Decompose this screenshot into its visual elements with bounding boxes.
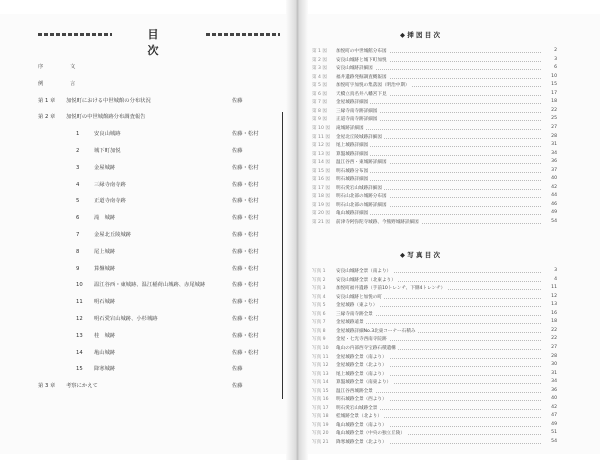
toc-line [76, 264, 115, 272]
leader-dots [336, 323, 541, 324]
index-label: 写真 13 [312, 371, 329, 377]
index-row [312, 345, 557, 352]
index-page: 22 [551, 327, 557, 333]
index-row [312, 219, 557, 226]
toc-author: 佐藤・松村 [232, 248, 259, 255]
toc-label: 考察にかえて [66, 383, 98, 390]
index-text: 亀山城跡全景（南より） [336, 422, 387, 428]
toc-line [76, 314, 158, 322]
index-label: 第 17 図 [312, 185, 330, 191]
toc-number: 9 [76, 265, 80, 272]
index-page: 47 [551, 413, 557, 419]
index-page: 28 [551, 133, 557, 139]
index-text: 明石城跡詳細図 [336, 177, 369, 183]
index-text: 金屋城跡詳細No.3北東コーナー石積み [336, 328, 416, 334]
index-text: 前津寺阿弥陀寺城跡、今熊野城跡詳細図 [336, 220, 419, 225]
index-page: 4 [554, 276, 557, 282]
index-page: 12 [551, 293, 557, 299]
toc-number: 第 2 章 [38, 114, 56, 121]
toc-title-row [38, 26, 280, 57]
index-label: 第 6 図 [312, 91, 328, 97]
index-label: 写真 16 [312, 397, 329, 403]
index-row [312, 430, 557, 437]
index-page: 40 [551, 396, 557, 402]
index-page: 27 [551, 124, 557, 130]
index-text: 金屋城跡詳細図 [336, 100, 369, 106]
toc-label: 算盤城跡 [94, 265, 116, 272]
toc-line [76, 129, 121, 137]
index-label: 写真 2 [312, 277, 326, 283]
index-row [312, 294, 557, 301]
index-text: 温江谷西城跡全景 [336, 388, 373, 394]
index-label: 写真 12 [312, 363, 329, 369]
toc-number: 序 [38, 64, 44, 70]
index-label: 第 14 図 [312, 160, 330, 166]
index-text: 安良山城跡と城下町加悦 [336, 57, 387, 63]
index-text: 金屋北丘陵城跡詳細図 [336, 134, 382, 140]
index-row [312, 48, 557, 55]
index-row [312, 65, 557, 72]
toc-number: 3 [76, 164, 80, 171]
index-page: 3 [554, 56, 557, 62]
index-text: 安良山城跡全景（南より） [336, 269, 392, 274]
index-text: 金屋・七光寺西南寺院跡 [336, 337, 387, 343]
figure-list-title [400, 30, 440, 39]
toc-author: 佐藤・松村 [232, 299, 259, 306]
toc-number: 4 [76, 181, 80, 188]
index-label: 写真 20 [312, 431, 329, 437]
toc-line [76, 247, 115, 255]
index-page: 10 [551, 73, 557, 79]
index-text: 加悦町字加悦の集落図（明治中期） [336, 83, 410, 89]
index-row [312, 371, 557, 378]
toc-line [76, 297, 115, 305]
index-row [312, 379, 557, 386]
toc-line [76, 280, 205, 288]
index-text: 福井遺跡発掘調査概報図 [336, 74, 387, 80]
toc-number: 第 1 章 [38, 97, 56, 104]
index-page: 49 [551, 210, 557, 216]
title-rule-left [38, 33, 112, 36]
index-row [312, 176, 557, 183]
index-label: 第 20 図 [312, 211, 330, 217]
index-label: 写真 1 [312, 269, 326, 274]
toc-label: 降寒城跡 [94, 366, 116, 373]
index-label: 写真 11 [312, 354, 329, 360]
index-label: 写真 15 [312, 388, 329, 394]
toc-title: 目 次 [147, 28, 206, 57]
toc-label: 言 [70, 80, 76, 87]
index-row [312, 439, 557, 446]
index-page: 44 [551, 193, 557, 199]
index-row [312, 422, 557, 429]
index-label: 写真 21 [312, 440, 329, 445]
index-page: 42 [551, 184, 557, 190]
toc-author: 佐藤 [232, 366, 243, 373]
index-row [312, 354, 557, 361]
index-row [312, 116, 557, 123]
index-row [312, 405, 557, 412]
index-label: 第 15 図 [312, 168, 330, 174]
toc-author: 佐藤・松村 [232, 164, 259, 171]
index-page: 25 [551, 116, 557, 122]
index-row [312, 319, 557, 326]
index-label: 第 4 図 [312, 74, 328, 80]
toc-line [76, 348, 115, 356]
toc-label: 明石城跡 [94, 299, 116, 306]
toc-line [76, 364, 115, 372]
index-row [312, 193, 557, 200]
toc-number: 15 [76, 366, 83, 373]
index-text: 安良山城跡全景（北東より） [336, 277, 396, 283]
toc-author: 佐藤・松村 [232, 198, 259, 205]
index-text: 降寒城跡全景（北より） [336, 440, 387, 445]
index-row [312, 362, 557, 369]
index-page: 28 [551, 353, 557, 359]
index-page: 18 [551, 319, 557, 325]
toc-number: 1 [76, 131, 80, 138]
index-row [312, 91, 557, 98]
toc-label: 温江谷西・東城跡、温江稲荷山城跡、赤尾城跡 [94, 282, 206, 289]
index-text: 尾上城跡詳細図 [336, 143, 369, 149]
index-row [312, 74, 557, 81]
toc-number: 第 3 章 [38, 383, 56, 390]
index-row [312, 210, 557, 217]
index-row [312, 159, 557, 166]
index-row [312, 99, 557, 106]
index-text: 亀山の内部西寺宝跡石積遺構 [336, 345, 396, 351]
toc-label: 金屋北丘陵城跡 [94, 232, 132, 238]
toc-label: 城下町加悦 [94, 148, 121, 154]
index-text: 滝城跡詳細図 [336, 125, 364, 131]
bullet-icon: ◆ [400, 31, 405, 39]
index-page: 15 [551, 82, 557, 88]
title-rule-right [206, 33, 280, 36]
toc-label: 尾上城跡 [94, 248, 116, 255]
toc-author: 佐藤・松村 [232, 316, 259, 322]
index-label: 写真 3 [312, 286, 326, 292]
toc-number: 7 [76, 232, 80, 238]
index-label: 第 5 図 [312, 83, 328, 89]
index-label: 写真 7 [312, 320, 326, 326]
index-row [312, 336, 557, 343]
index-page: 40 [551, 176, 557, 182]
index-label: 写真 19 [312, 422, 329, 428]
index-text: 金屋城跡全景（南より） [336, 354, 387, 360]
index-row [312, 388, 557, 395]
toc-author: 佐藤・松村 [232, 332, 259, 339]
index-text: 金屋城跡（東より） [336, 303, 378, 309]
index-label: 第 7 図 [312, 100, 328, 106]
index-label: 第 8 図 [312, 108, 328, 114]
index-page: 2 [554, 48, 557, 53]
toc-author: 佐藤・松村 [232, 232, 259, 238]
index-text: 尾上城跡全景（南より） [336, 371, 387, 377]
index-page: 36 [551, 159, 557, 165]
toc-line [38, 79, 75, 87]
toc-author: 佐藤・松村 [232, 215, 259, 222]
toc-line [76, 213, 115, 221]
index-row [312, 202, 557, 209]
toc-number: 5 [76, 198, 80, 205]
toc-label: 加悦町の中世城館跡分布調査報告 [66, 114, 146, 121]
index-label: 第 11 図 [312, 134, 330, 140]
book-gutter [286, 0, 308, 460]
index-text: 金屋城跡遠景 [336, 320, 364, 326]
index-page: 11 [551, 285, 557, 291]
index-label: 第 1 図 [312, 49, 328, 54]
index-row [312, 185, 557, 192]
index-page: 6 [554, 65, 557, 71]
index-page: 18 [551, 99, 557, 105]
index-row [312, 413, 557, 420]
toc-number: 10 [76, 282, 83, 289]
index-label: 第 10 図 [312, 125, 330, 131]
toc-line [38, 96, 151, 104]
toc-author: 佐藤・松村 [232, 349, 259, 356]
bullet-icon: ◆ [400, 251, 405, 259]
toc-number: 12 [76, 316, 83, 322]
index-row [312, 277, 557, 284]
index-row [312, 302, 557, 309]
index-text: 三縁寺南寺跡全景 [336, 311, 373, 317]
index-label: 写真 5 [312, 303, 326, 309]
toc-label: 明石愛宕山城跡、小杉城跡 [94, 316, 158, 322]
index-text: 加悦町福井遺跡（手前10トレンチ、下側4トレンチ） [336, 286, 446, 292]
index-page: 27 [551, 344, 557, 350]
index-text: 正道寺南寺跡詳細図 [336, 117, 378, 123]
toc-line [76, 230, 131, 238]
toc-label: 三縁寺南寺跡 [94, 181, 126, 188]
index-label: 第 19 図 [312, 202, 330, 208]
index-page: 31 [551, 370, 557, 376]
toc-line [76, 196, 126, 204]
toc-number: 2 [76, 148, 80, 154]
index-label: 写真 4 [312, 294, 326, 300]
toc-author: 佐藤・松村 [232, 282, 259, 289]
index-page: 13 [551, 302, 557, 308]
toc-number: 14 [76, 349, 83, 356]
index-page: 42 [551, 404, 557, 410]
toc-line [38, 62, 75, 70]
index-page: 3 [554, 268, 557, 273]
toc-author: 佐藤 [232, 97, 243, 104]
toc-number: 例 [38, 80, 44, 87]
figure-list-title-text: 挿 図 目 次 [407, 31, 441, 39]
index-page: 54 [551, 219, 557, 224]
index-text: 算盤城跡全景（南東より） [336, 380, 392, 386]
index-page: 17 [551, 90, 557, 96]
toc-number: 11 [76, 299, 83, 306]
index-page: 30 [551, 362, 557, 368]
index-label: 写真 18 [312, 414, 329, 420]
toc-line [38, 381, 98, 389]
index-label: 写真 8 [312, 328, 326, 334]
index-page: 34 [551, 379, 557, 385]
toc-label: 安良山城跡 [94, 131, 121, 138]
index-page: 54 [551, 439, 557, 444]
index-text: 亀山城跡全景（中央の独立丘陵） [336, 431, 405, 437]
index-text: 明石愛宕山城跡全景 [336, 405, 378, 411]
toc-label: 文 [70, 64, 76, 70]
toc-label: 亀山城跡 [94, 349, 116, 356]
index-label: 第 2 図 [312, 57, 328, 63]
index-text: 明石城跡全景（西より） [336, 397, 387, 403]
index-row [312, 311, 557, 318]
index-label: 第 12 図 [312, 143, 330, 149]
index-row [312, 396, 557, 403]
toc-number: 13 [76, 332, 83, 339]
index-text: 温江谷西・東城跡詳細図 [336, 160, 387, 166]
photo-list-title [400, 250, 440, 259]
index-text: 亀山城跡詳細図 [336, 211, 369, 217]
index-text: 三縁寺南寺跡詳細図 [336, 108, 378, 114]
toc-author: 佐藤・松村 [232, 265, 259, 272]
index-page: 22 [551, 336, 557, 342]
index-text: 加悦町の中世城館分布図 [336, 49, 387, 54]
index-text: 安良山城跡詳細図 [336, 66, 373, 72]
toc-number: 6 [76, 215, 80, 222]
toc-label: 加悦町における中世城館の分布状況 [66, 97, 151, 104]
index-page: 22 [551, 107, 557, 113]
index-text: 明石山北部の城跡詳細図 [336, 202, 387, 208]
index-label: 第 18 図 [312, 194, 330, 200]
index-row [312, 142, 557, 149]
leader-dots [336, 129, 541, 130]
index-text: 明石愛宕山城跡詳細図 [336, 185, 382, 191]
index-text: 明石山北部の城跡分布図 [336, 194, 387, 200]
index-row [312, 108, 557, 115]
toc-author: 佐藤・松村 [232, 131, 259, 138]
index-row [312, 168, 557, 175]
toc-label: 滝 城跡 [94, 215, 116, 222]
toc-line [76, 163, 115, 171]
index-row [312, 82, 557, 89]
index-page: 16 [551, 310, 557, 316]
index-page: 36 [551, 387, 557, 393]
index-row [312, 134, 557, 141]
index-text: 天橋立真名井八幡宮下見 [336, 91, 387, 97]
toc-author: 佐藤 [232, 148, 243, 154]
toc-line [76, 180, 126, 188]
index-label: 写真 10 [312, 345, 329, 351]
index-text: 算盤城跡詳細図 [336, 151, 369, 157]
toc-label: 桂 城跡 [94, 332, 116, 339]
index-text: 桂城跡全景（北より） [336, 414, 382, 420]
toc-author: 佐藤 [232, 383, 243, 390]
index-row [312, 328, 557, 335]
index-page: 51 [551, 430, 557, 436]
index-page: 49 [551, 421, 557, 427]
photo-list-title-text: 写 真 目 次 [407, 251, 441, 259]
toc-label: 正道寺南寺跡 [94, 198, 126, 205]
toc-right-rule [282, 112, 283, 399]
index-label: 写真 9 [312, 337, 326, 343]
toc-author: 佐藤・松村 [232, 181, 259, 188]
index-label: 写真 14 [312, 380, 329, 386]
index-label: 第 3 図 [312, 66, 328, 72]
toc-label: 金屋城跡 [94, 164, 116, 171]
index-text: 安良山城跡と加悦の町 [336, 294, 382, 300]
toc-number: 8 [76, 248, 80, 255]
index-row [312, 285, 557, 292]
index-label: 写真 6 [312, 311, 326, 317]
toc-line [38, 112, 145, 120]
index-page: 31 [551, 142, 557, 148]
index-page: 37 [551, 167, 557, 173]
index-label: 第 9 図 [312, 117, 328, 123]
index-row [312, 125, 557, 132]
index-label: 第 16 図 [312, 177, 330, 183]
index-row [312, 268, 557, 275]
index-label: 第 21 図 [312, 220, 330, 225]
index-label: 写真 17 [312, 405, 329, 411]
index-page: 46 [551, 201, 557, 207]
index-page: 34 [551, 150, 557, 156]
index-label: 第 13 図 [312, 151, 330, 157]
toc-line [76, 146, 121, 154]
toc-line [76, 331, 115, 339]
index-row [312, 151, 557, 158]
index-row [312, 57, 557, 64]
index-text: 明石城跡分布図 [336, 168, 369, 174]
index-text: 金屋城跡全景（北より） [336, 363, 387, 369]
